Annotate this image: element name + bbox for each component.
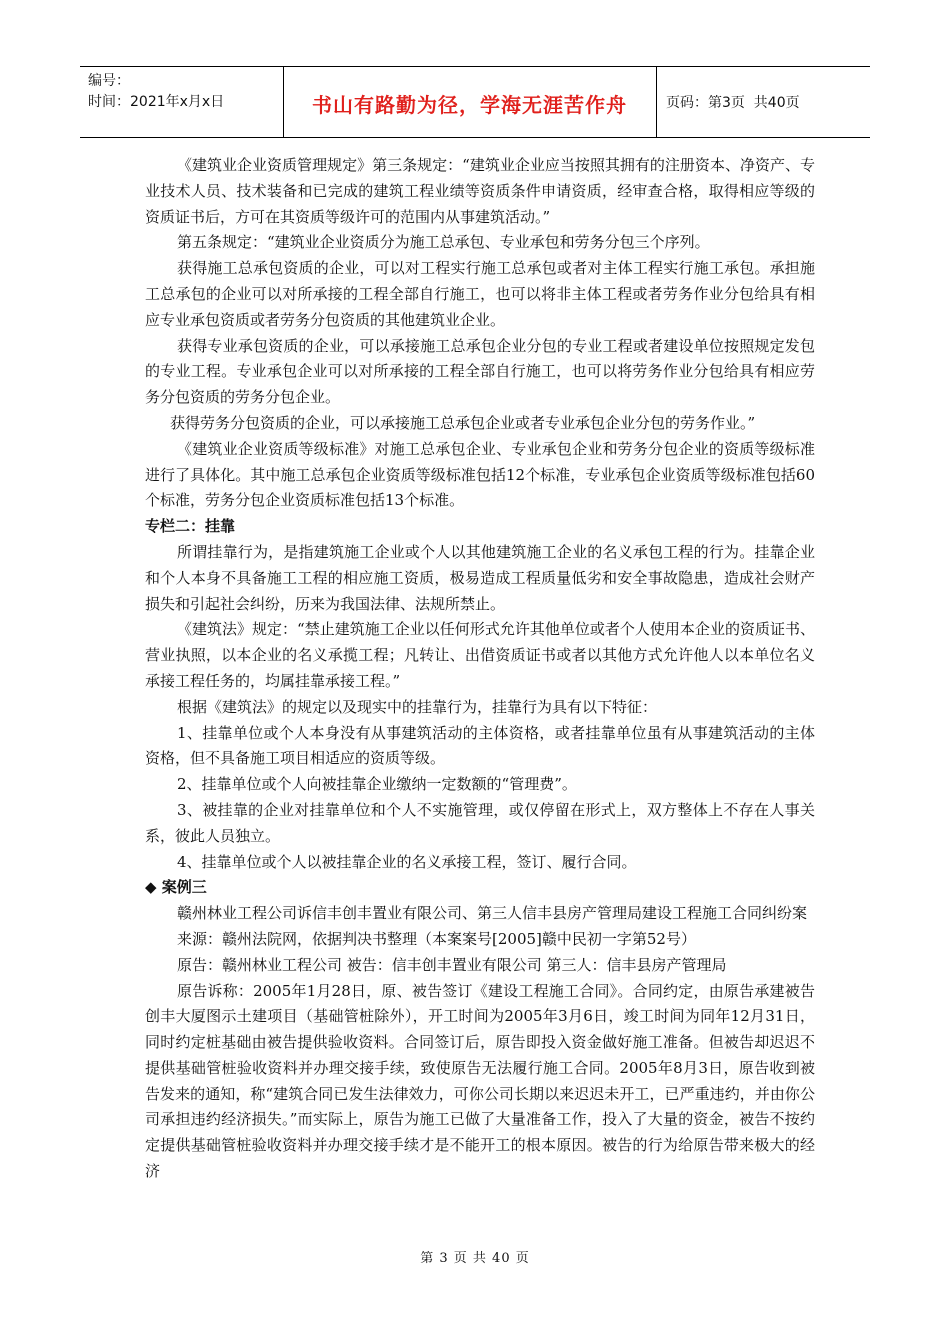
header-page-number: 页码：第3页 共40页 <box>666 95 800 111</box>
paragraph: 第五条规定：“建筑业企业资质分为施工总承包、专业承包和劳务分包三个序列。 <box>177 233 710 252</box>
header-motto: 书山有路勤为径，学海无涯苦作舟 <box>312 93 627 117</box>
page-footer: 第 3 页 共 40 页 <box>420 1251 530 1266</box>
document-number-label: 编号： <box>88 73 130 89</box>
paragraph: 《建筑业企业资质等级标准》对施工总承包企业、专业承包企业和劳务分包企业的资质等级标准进行了具体化。其中施工总承包企业资质等级标准包括12个标准，专业承包企业资质等级标准包括60个标准，劳务分包企业资质标准包括13个标准。 <box>145 439 815 510</box>
header-divider <box>656 67 657 137</box>
paragraph: 原告诉称：2005年1月28日，原、被告签订《建设工程施工合同》。合同约定，由原告承建被告创丰大厦图示土建项目（基础管桩除外），开工时间为2005年3月6日，竣工时间为同年12月31日，同时约定桩基础由被告提供验收资料。合同签订后，原告即投入资金做好施工准备。但被告却迟迟不提供基础管桩验收资料并办理交接手续，致使原告无法履行施工合同。2005年8月3日，原告收到被告发来的通知，称“建筑合同已发生法律效力，可你公司长期以来迟迟未开工，已严重违约，并由你公司承担违约经济损失。”而实际上，原告为施工已做了大量准备工作，投入了大量的资金，被告不按约定提供基础管桩验收资料并办理交接手续才是不能开工的根本原因。被告的行为给原告带来极大的经济 <box>145 981 815 1181</box>
document-date-label: 时间：2021年x月x日 <box>88 94 225 110</box>
paragraph: 所谓挂靠行为，是指建筑施工企业或个人以其他建筑施工企业的名义承包工程的行为。挂靠企业和个人本身不具备施工工程的相应施工资质，极易造成工程质量低劣和安全事故隐患，造成社会财产损失和引起社会纠纷，历来为我国法律、法规所禁止。 <box>145 542 815 613</box>
paragraph: 《建筑业企业资质管理规定》第三条规定：“建筑业企业应当按照其拥有的注册资本、净资产、专业技术人员、技术装备和已完成的建筑工程业绩等资质条件申请资质，经审查合格，取得相应等级的资质证书后，方可在其资质等级许可的范围内从事建筑活动。” <box>145 156 815 226</box>
document-body <box>145 153 815 1185</box>
paragraph: 获得施工总承包资质的企业，可以对工程实行施工总承包或者对主体工程实行施工承包。承担施工总承包的企业可以对所承接的工程全部自行施工，也可以将非主体工程或者劳务作业分包给具有相应专业承包资质或者劳务分包资质的其他建筑业企业。 <box>145 259 815 329</box>
case-source: 来源：赣州法院网，依据判决书整理（本案案号[2005]赣中民初一字第52号） <box>177 929 696 948</box>
section-heading: 专栏二：挂靠 <box>145 517 236 536</box>
paragraph: 获得劳务分包资质的企业，可以承接施工总承包企业或者专业承包企业分包的劳务作业。” <box>170 413 756 432</box>
list-item: 3、被挂靠的企业对挂靠单位和个人不实施管理，或仅停留在形式上，双方整体上不存在人事关系，彼此人员独立。 <box>145 800 815 845</box>
paragraph: 《建筑法》规定：“禁止建筑施工企业以任何形式允许其他单位或者个人使用本企业的资质证书、营业执照，以本企业的名义承揽工程；凡转让、出借资质证书或者以其他方式允许他人以本单位名义承接工程任务的，均属挂靠承接工程。” <box>145 620 815 690</box>
list-item: 1、挂靠单位或个人本身没有从事建筑活动的主体资格，或者挂靠单位虽有从事建筑活动的主体资格，但不具备施工项目相适应的资质等级。 <box>145 723 815 768</box>
paragraph: 获得专业承包资质的企业，可以承接施工总承包企业分包的专业工程或者建设单位按照规定发包的专业工程。专业承包企业可以对所承接的工程全部自行施工，也可以将劳务作业分包给具有相应劳务分包资质的劳务分包企业。 <box>145 336 815 407</box>
list-item: 4、挂靠单位或个人以被挂靠企业的名义承接工程，签订、履行合同。 <box>177 852 637 871</box>
case-heading: ◆ 案例三 <box>145 878 207 897</box>
page-header <box>80 66 870 138</box>
header-meta <box>88 71 278 113</box>
case-title: 赣州林业工程公司诉信丰创丰置业有限公司、第三人信丰县房产管理局建设工程施工合同纠纷案 <box>177 904 808 923</box>
paragraph: 根据《建筑法》的规定以及现实中的挂靠行为，挂靠行为具有以下特征： <box>177 697 658 716</box>
list-item: 2、挂靠单位或个人向被挂靠企业缴纳一定数额的“管理费”。 <box>177 775 577 794</box>
case-parties: 原告：赣州林业工程公司 被告：信丰创丰置业有限公司 第三人：信丰县房产管理局 <box>177 955 727 974</box>
